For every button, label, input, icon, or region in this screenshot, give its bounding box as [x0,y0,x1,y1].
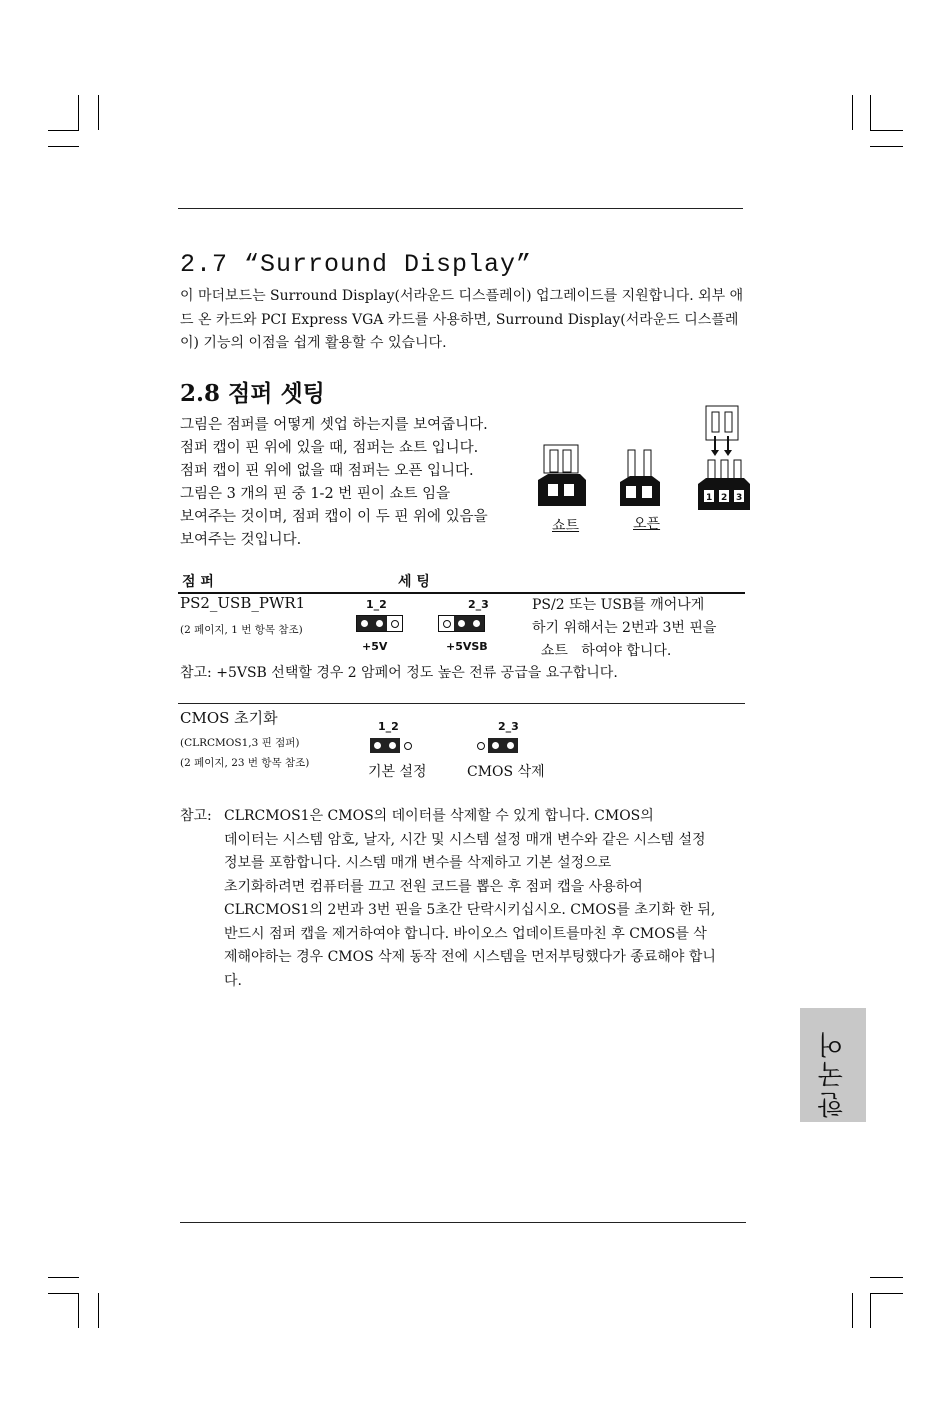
pin-shorted [488,738,503,753]
crop-mark [870,146,903,147]
pin-open [439,616,454,631]
row1-jumper-name: PS2_USB_PWR1 [180,594,306,612]
open-label: 오픈 [633,516,661,532]
crop-mark [48,1277,79,1278]
row2-reference: (2 페이지, 23 번 항목 참조) [180,757,310,769]
pin-open [473,738,488,753]
crop-mark [852,1293,853,1328]
jumper-intro-line: 보여주는 것입니다. [180,532,302,548]
jumper-intro-line: 보여주는 것이며, 점퍼 캡이 이 두 핀 위에 있음을 [180,509,488,525]
pin-shorted [503,738,518,753]
row1-5vsb-label: +5VSB [446,640,488,653]
crop-mark [870,1293,903,1294]
jumper-intro-line: 그림은 점퍼를 어떻게 셋업 하는지를 보여줍니다. [180,417,488,433]
header-rule [178,208,743,209]
row2-default-label: 기본 설정 [368,764,427,780]
crop-mark [870,130,903,131]
svg-text:3: 3 [736,493,743,503]
row1-note: 참고: +5VSB 선택할 경우 2 암페어 정도 높은 전류 공급을 요구합니다. [180,665,618,681]
pin-shorted [357,616,372,631]
crop-mark [48,130,79,131]
note-line: 반드시 점퍼 캡을 제거하여야 합니다. 바이오스 업데이트를마친 후 CMOS를 삭 [224,925,707,942]
row2-subtitle: (CLRCMOS1,3 핀 점퍼) [180,737,300,749]
crop-mark [98,95,99,130]
footer-rule [180,1222,746,1223]
row1-5v-label: +5V [362,640,388,653]
crop-mark [48,146,79,147]
three-pin-jumper-figure [698,406,750,510]
section-title-2-7: 2.7 “Surround Display” [180,250,533,279]
note-line: 다. [224,972,242,989]
table-row-rule [178,703,745,704]
jumper-intro-line: 그림은 3 개의 핀 중 1-2 번 핀이 쇼트 임을 [180,486,451,502]
pin-shorted [372,616,387,631]
short-jumper-figure [538,445,586,506]
note-line: 데이터는 시스템 암호, 날자, 시간 및 시스템 설정 매개 변수와 같은 시스템 설정 [224,831,706,848]
note-line: 제해야하는 경우 CMOS 삭제 동작 전에 시스템을 먼저부팅했다가 종료해야 합니 [224,949,716,965]
row1-desc-line: 쇼트 하여야 합니다. [532,643,672,659]
pin-open [387,616,402,631]
row2-clear-cmos-label: CMOS 삭제 [467,764,545,780]
crop-mark [870,1293,871,1328]
note-line: 정보를 포함합니다. 시스템 매개 변수를 삭제하고 기본 설정으로 [224,855,612,871]
crop-mark [48,1293,79,1294]
crop-mark [852,95,853,130]
pin-shorted [454,616,469,631]
svg-text:2: 2 [721,493,728,503]
pin-open [400,738,415,753]
crop-mark [78,1293,79,1328]
language-tab [800,1008,866,1122]
row1-pins-1-2-label: 1_2 [366,598,387,611]
row2-pins-2-3-label: 2_3 [498,720,519,733]
crop-mark [870,1277,903,1278]
pin-shorted [469,616,484,631]
pin-shorted [385,738,400,753]
crop-mark [78,95,79,130]
svg-text:1: 1 [706,493,713,503]
note-line: CLRCMOS1은 CMOS의 데이터를 삭제할 수 있게 합니다. CMOS의 [224,808,654,824]
row1-pins-2-3-label: 2_3 [468,598,489,611]
short-label: 쇼트 [552,518,580,534]
row1-desc-line: 하기 위해서는 2번과 3번 핀을 [532,620,717,636]
row2-jumper-name: CMOS 초기화 [180,709,278,727]
crop-mark [870,95,871,130]
table-header-setting: 세 팅 [398,574,430,590]
row2-pins-1-2-label: 1_2 [378,720,399,733]
note-body [224,805,754,993]
row1-desc-line: PS/2 또는 USB를 깨어나게 [532,597,705,613]
section-2-7-body: 이 마더보드는 Surround Display(서라운드 디스플레이) 업그레이드를 지원합니다. 외부 애드 온 카드와 PCI Express VGA 카드를 사용하면, Surround Display(서라운드 디스플레이) 기능의 이점을 쉽게 활용할 수 있습니다. [180,288,744,351]
jumper-intro-line: 점퍼 캡이 핀 위에 있을 때, 점퍼는 쇼트 입니다. [180,440,479,456]
note-line: 초기화하려면 컴퓨터를 끄고 전원 코드를 뽑은 후 점퍼 캡을 사용하여 [224,878,643,895]
note-prefix: 참고: [180,808,212,824]
jumper-intro-line: 점퍼 캡이 핀 위에 없을 때 점퍼는 오픈 입니다. [180,463,474,479]
table-header-jumper: 점 퍼 [182,574,214,590]
pin-shorted [370,738,385,753]
note-line: CLRCMOS1의 2번과 3번 핀을 5초간 단락시키십시오. CMOS를 초기화 한 뒤, [224,902,716,918]
row2-jumper-2-3 [473,738,518,753]
row1-jumper-2-3 [438,615,485,632]
row1-reference: (2 페이지, 1 번 항목 참조) [180,624,303,636]
row2-jumper-1-2 [370,738,415,753]
row1-jumper-1-2 [356,615,403,632]
crop-mark [98,1293,99,1328]
section-title-2-8: 2.8 점퍼 셋팅 [180,380,325,407]
language-tab-label: 한국어 [818,1028,848,1118]
open-jumper-figure [620,450,660,506]
